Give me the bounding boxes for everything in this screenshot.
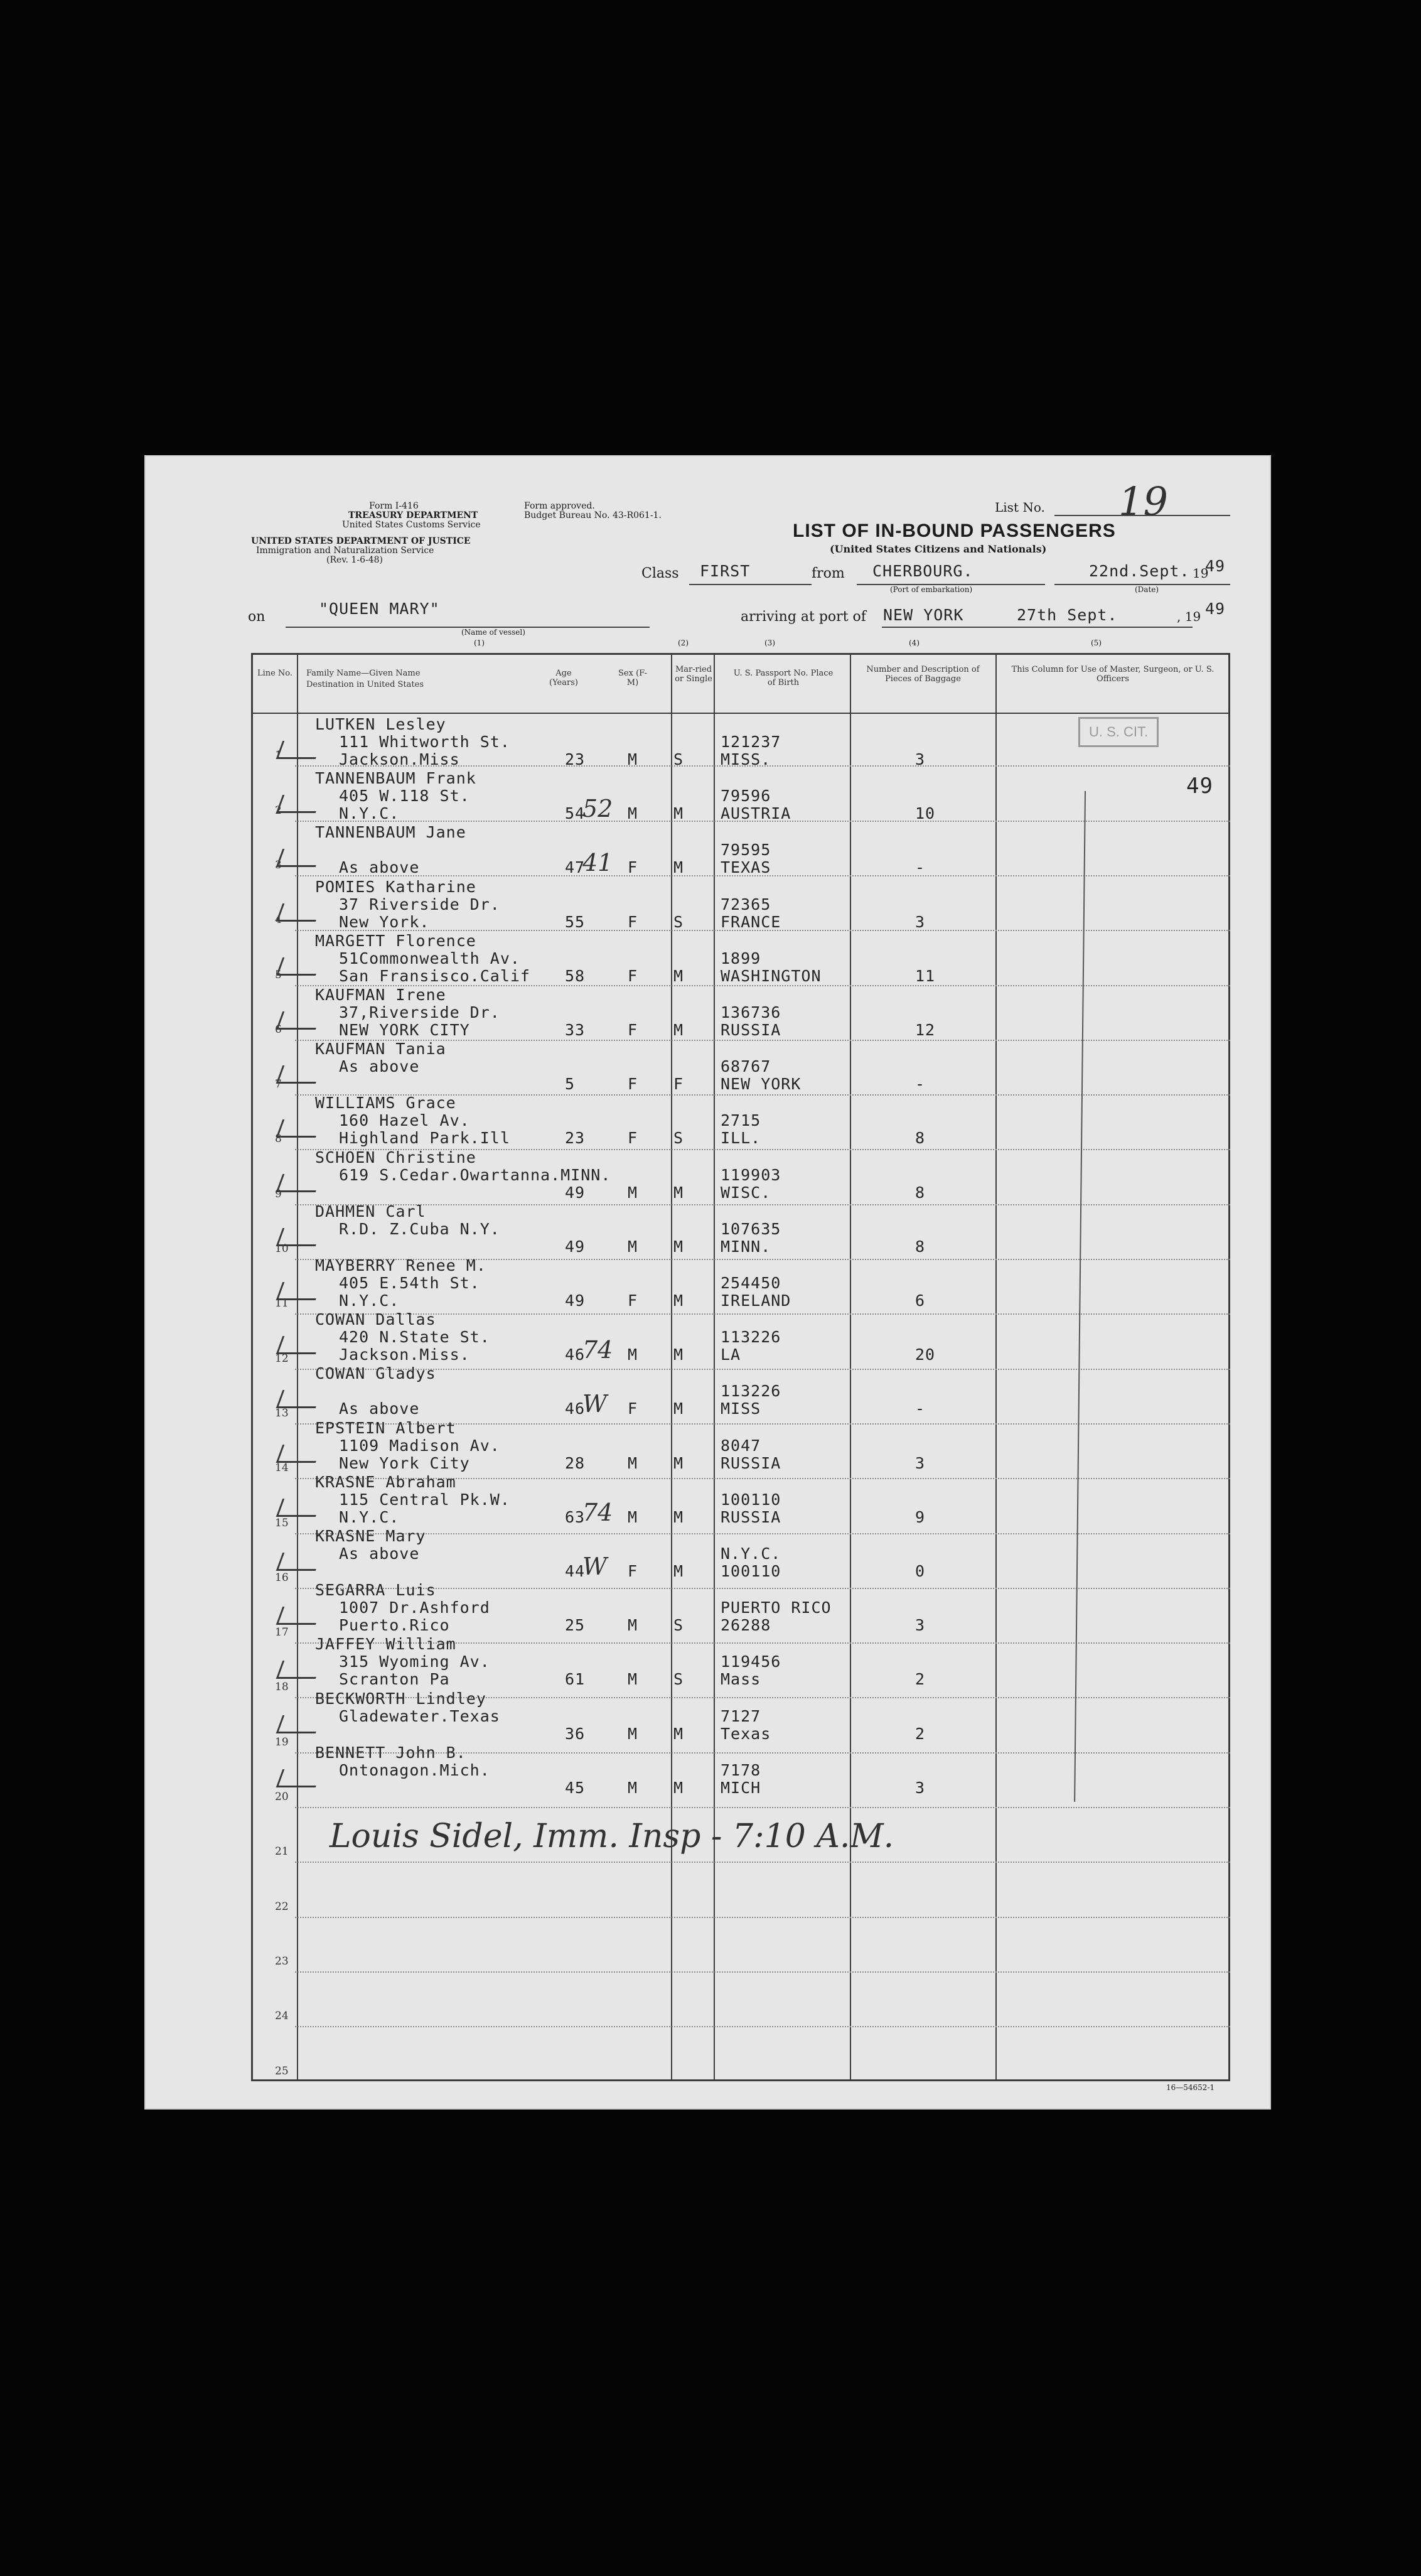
row-divider	[295, 1917, 1230, 1918]
passenger-sex: F	[628, 966, 638, 985]
line-number: 19	[275, 1735, 289, 1749]
check-mark-icon	[276, 1282, 323, 1300]
us-citizen-stamp: U. S. CIT.	[1078, 717, 1159, 747]
row-divider	[295, 1971, 1230, 1973]
date-caption: (Date)	[1135, 585, 1159, 594]
arrival-date: 27th Sept.	[1017, 606, 1118, 624]
passenger-name: BENNETT John B.	[315, 1743, 466, 1762]
passenger-age: 54	[565, 804, 586, 823]
baggage-count: 3	[915, 1616, 926, 1635]
baggage-count: 20	[915, 1345, 936, 1364]
passenger-address-2: New York.	[339, 912, 430, 931]
passenger-address: 405 W.118 St.	[339, 787, 470, 806]
check-mark-icon	[276, 1661, 323, 1679]
marital-status: M	[673, 1724, 684, 1743]
passenger-name: SEGARRA Luis	[315, 1581, 436, 1600]
passenger-address: 111 Whitworth St.	[339, 733, 510, 751]
passport-number: 1899	[721, 949, 761, 967]
place-of-birth: MINN.	[721, 1237, 771, 1256]
marital-status: S	[673, 1670, 684, 1689]
age-correction: 74	[582, 1336, 613, 1364]
marital-status: S	[673, 1129, 684, 1148]
passenger-sex: M	[628, 1345, 638, 1364]
check-mark-icon	[276, 1174, 323, 1192]
line-number: 12	[275, 1352, 289, 1365]
passenger-address: 1109 Madison Av.	[339, 1436, 500, 1455]
passenger-address-2: N.Y.C.	[339, 1291, 400, 1310]
check-mark-icon	[276, 1336, 323, 1354]
header-baggage: Number and Description of Pieces of Baggage	[866, 665, 980, 684]
row-divider	[295, 1533, 1230, 1534]
row-divider	[295, 1204, 1230, 1205]
place-of-birth: LA	[721, 1345, 741, 1364]
line-number: 16	[275, 1571, 289, 1584]
place-of-birth: WASHINGTON	[721, 966, 822, 985]
passport-number: 100110	[721, 1490, 781, 1509]
marital-status: M	[673, 1291, 684, 1310]
passenger-name: COWAN Dallas	[315, 1310, 436, 1329]
class-value: FIRST	[700, 562, 751, 580]
line-number: 6	[275, 1023, 282, 1036]
passenger-age: 45	[565, 1778, 586, 1797]
passenger-age: 46	[565, 1345, 586, 1364]
passport-number: 79595	[721, 841, 771, 860]
passenger-age: 61	[565, 1670, 586, 1689]
passenger-address-2: N.Y.C.	[339, 1507, 400, 1526]
marital-status: M	[673, 1021, 684, 1039]
passport-number: 68767	[721, 1057, 771, 1076]
arriving-label: arriving at port of	[741, 609, 866, 625]
check-mark-icon	[276, 1011, 323, 1030]
place-of-birth: RUSSIA	[721, 1021, 781, 1039]
marital-status: M	[673, 1507, 684, 1526]
form-title: LIST OF IN-BOUND PASSENGERS	[793, 520, 1116, 541]
passenger-age: 36	[565, 1724, 586, 1743]
immigration-service: Immigration and Naturalization Service	[256, 546, 434, 556]
arrival-port: NEW YORK	[883, 606, 964, 624]
class-label: Class	[641, 566, 679, 581]
passport-number: 107635	[721, 1219, 781, 1238]
passenger-address: 115 Central Pk.W.	[339, 1490, 510, 1509]
passenger-address: 315 Wyoming Av.	[339, 1652, 490, 1671]
passenger-address-2: As above	[339, 858, 420, 877]
on-label: on	[248, 609, 265, 625]
passport-number: 119456	[721, 1652, 781, 1671]
header-age: Age (Years)	[549, 669, 578, 687]
embarkation-year-prefix: 19	[1193, 566, 1209, 581]
line-number: 20	[275, 1791, 289, 1803]
header-family-name: Family Name—Given Name	[306, 669, 421, 678]
passport-number: 121237	[721, 733, 781, 751]
place-of-birth: RUSSIA	[721, 1453, 781, 1472]
check-mark-icon	[276, 1499, 323, 1517]
passenger-age: 23	[565, 750, 586, 768]
passenger-sex: F	[628, 912, 638, 931]
col-num-3: (3)	[764, 639, 775, 647]
place-of-birth: Mass	[721, 1670, 761, 1689]
baggage-count: 0	[915, 1562, 926, 1580]
check-mark-icon	[276, 1769, 323, 1787]
baggage-count: 8	[915, 1183, 926, 1202]
arrival-year-prefix: , 19	[1177, 609, 1201, 624]
check-mark-icon	[276, 1445, 323, 1463]
marital-status: M	[673, 1345, 684, 1364]
marital-status: M	[673, 1453, 684, 1472]
header-line-no: Line No.	[257, 669, 293, 678]
place-of-birth: RUSSIA	[721, 1507, 781, 1526]
passenger-age: 49	[565, 1291, 586, 1310]
passenger-sex: F	[628, 1021, 638, 1039]
check-mark-icon	[276, 1119, 323, 1138]
vessel-caption: (Name of vessel)	[461, 628, 525, 637]
passenger-name: EPSTEIN Albert	[315, 1418, 456, 1437]
passenger-sex: M	[628, 1453, 638, 1472]
passenger-age: 33	[565, 1021, 586, 1039]
from-label: from	[812, 566, 845, 581]
check-mark-icon	[276, 849, 323, 867]
age-correction: 41	[582, 849, 613, 877]
marital-status: S	[673, 750, 684, 768]
passenger-sex: F	[628, 1075, 638, 1094]
row-divider	[295, 1807, 1230, 1808]
passenger-age: 5	[565, 1075, 576, 1094]
row-divider	[295, 2026, 1230, 2027]
passenger-name: COWAN Gladys	[315, 1364, 436, 1383]
line-number: 7	[275, 1078, 282, 1091]
passport-number: 8047	[721, 1436, 761, 1455]
line-number: 9	[275, 1187, 282, 1200]
passenger-address: R.D. Z.Cuba N.Y.	[339, 1219, 500, 1238]
place-of-birth: NEW YORK	[721, 1075, 802, 1094]
marital-status: M	[673, 1183, 684, 1202]
list-number: 19	[1118, 478, 1168, 524]
line-number: 18	[275, 1681, 289, 1694]
list-no-label: List No.	[995, 500, 1045, 515]
col-num-2: (2)	[678, 639, 689, 647]
passenger-address-2: Highland Park.Ill	[339, 1129, 510, 1148]
passenger-age: 58	[565, 966, 586, 985]
passenger-address-2: As above	[339, 1399, 420, 1418]
baggage-count: 8	[915, 1129, 926, 1148]
check-mark-icon	[276, 1390, 323, 1408]
check-mark-icon	[276, 1228, 323, 1246]
line-number: 1	[275, 749, 282, 762]
passenger-name: TANNENBAUM Frank	[315, 769, 476, 788]
passenger-address-2: San Fransisco.Calif	[339, 966, 530, 985]
place-of-birth: MISS.	[721, 750, 771, 768]
baggage-count: 6	[915, 1291, 926, 1310]
passport-number: 72365	[721, 895, 771, 913]
passenger-name: BECKWORTH Lindley	[315, 1689, 486, 1708]
passenger-address: 37 Riverside Dr.	[339, 895, 500, 913]
passenger-age: 63	[565, 1507, 586, 1526]
check-mark-icon	[276, 1607, 323, 1625]
passenger-sex: M	[628, 1507, 638, 1526]
passenger-address-2: NEW YORK CITY	[339, 1021, 470, 1039]
passenger-name: LUTKEN Lesley	[315, 715, 446, 733]
inspector-signature: Louis Sidel, Imm. Insp - 7:10 A.M.	[330, 1818, 894, 1855]
passenger-age: 47	[565, 858, 586, 877]
baggage-count: 2	[915, 1670, 926, 1689]
place-of-birth: MISS	[721, 1399, 761, 1418]
passenger-age: 23	[565, 1129, 586, 1148]
line-number: 4	[275, 913, 282, 927]
place-of-birth: AUSTRIA	[721, 804, 791, 823]
revision-date: (Rev. 1-6-48)	[326, 555, 383, 565]
passenger-sex: M	[628, 1183, 638, 1202]
passenger-sex: F	[628, 1129, 638, 1148]
customs-service: United States Customs Service	[342, 520, 481, 530]
baggage-count: 9	[915, 1507, 926, 1526]
passenger-address: 405 E.54th St.	[339, 1274, 480, 1292]
marital-status: M	[673, 804, 684, 823]
header-destination: Destination in United States	[306, 680, 424, 689]
passport-number: N.Y.C.	[721, 1544, 781, 1563]
line-number: 8	[275, 1133, 282, 1146]
row-divider	[295, 1862, 1230, 1863]
port-caption: (Port of embarkation)	[890, 585, 973, 594]
line-number: 22	[275, 1900, 289, 1913]
passport-number: 113226	[721, 1382, 781, 1401]
marital-status: M	[673, 1562, 684, 1580]
passenger-name: JAFFEY William	[315, 1635, 456, 1654]
marital-status: M	[673, 1237, 684, 1256]
passenger-name: POMIES Katharine	[315, 877, 476, 896]
passenger-address: As above	[339, 1057, 420, 1076]
passenger-name: SCHOEN Christine	[315, 1148, 476, 1167]
check-mark-icon	[276, 1715, 323, 1733]
passenger-address: 1007 Dr.Ashford	[339, 1598, 490, 1617]
col-num-1: (1)	[474, 639, 485, 647]
passenger-name: MARGETT Florence	[315, 931, 476, 950]
form-subtitle: (United States Citizens and Nationals)	[830, 543, 1047, 555]
passenger-age: 49	[565, 1183, 586, 1202]
col-num-4: (4)	[909, 639, 920, 647]
passport-number: 119903	[721, 1165, 781, 1184]
line-number: 17	[275, 1626, 289, 1639]
header-officers: This Column for Use of Master, Surgeon, or U. S. Officers	[1011, 665, 1215, 684]
footer-code: 16—54652-1	[1166, 2083, 1215, 2092]
passenger-sex: M	[628, 1237, 638, 1256]
budget-bureau: Budget Bureau No. 43-R061-1.	[524, 510, 662, 520]
age-correction: W	[582, 1390, 608, 1418]
passenger-address-2: Scranton Pa	[339, 1670, 450, 1689]
passenger-age: 46	[565, 1399, 586, 1418]
baggage-count: 3	[915, 1778, 926, 1797]
passenger-age: 49	[565, 1237, 586, 1256]
line-number: 25	[275, 2064, 289, 2078]
passenger-name: KRASNE Mary	[315, 1527, 426, 1545]
passenger-address: 420 N.State St.	[339, 1328, 490, 1347]
passport-number: PUERTO RICO	[721, 1598, 832, 1617]
header-passport: U. S. Passport No. Place of Birth	[733, 669, 834, 687]
place-of-birth: FRANCE	[721, 912, 781, 931]
place-of-birth: IRELAND	[721, 1291, 791, 1310]
line-number: 10	[275, 1242, 289, 1255]
passenger-sex: F	[628, 1562, 638, 1580]
check-mark-icon	[276, 957, 323, 976]
passport-number: 2715	[721, 1111, 761, 1130]
marital-status: M	[673, 966, 684, 985]
place-of-birth: 26288	[721, 1616, 771, 1635]
passenger-age: 28	[565, 1453, 586, 1472]
justice-dept: UNITED STATES DEPARTMENT OF JUSTICE	[251, 536, 471, 546]
check-mark-icon	[276, 1553, 323, 1571]
passenger-sex: F	[628, 858, 638, 877]
passenger-sex: F	[628, 1291, 638, 1310]
marital-status: F	[673, 1075, 684, 1094]
passenger-address-2: Jackson.Miss	[339, 750, 460, 768]
place-of-birth: ILL.	[721, 1129, 761, 1148]
passenger-name: DAHMEN Carl	[315, 1202, 426, 1221]
officer-mark: 49	[1186, 773, 1213, 799]
marital-status: M	[673, 858, 684, 877]
vessel-name: "QUEEN MARY"	[319, 600, 440, 618]
passport-number: 136736	[721, 1003, 781, 1021]
passenger-name: MAYBERRY Renee M.	[315, 1256, 486, 1275]
line-number: 3	[275, 858, 282, 871]
check-mark-icon	[276, 741, 323, 759]
line-number: 2	[275, 804, 282, 817]
marital-status: S	[673, 912, 684, 931]
passenger-name: WILLIAMS Grace	[315, 1094, 456, 1113]
col-num-5: (5)	[1091, 639, 1102, 647]
passenger-sex: M	[628, 804, 638, 823]
line-number: 14	[275, 1462, 289, 1475]
passenger-name: KAUFMAN Tania	[315, 1040, 446, 1059]
line-number: 13	[275, 1406, 289, 1420]
marital-status: S	[673, 1616, 684, 1635]
passport-number: 7127	[721, 1706, 761, 1725]
form-number: Form I-416	[369, 501, 419, 511]
baggage-count: 3	[915, 912, 926, 931]
passport-number: 7178	[721, 1760, 761, 1779]
baggage-count: 8	[915, 1237, 926, 1256]
passenger-address-2: N.Y.C.	[339, 804, 400, 823]
passport-number: 254450	[721, 1274, 781, 1292]
line-number: 11	[275, 1297, 289, 1310]
form-approved: Form approved.	[524, 501, 595, 511]
passenger-address: As above	[339, 1544, 420, 1563]
passenger-address-2: New York City	[339, 1453, 470, 1472]
place-of-birth: MICH	[721, 1778, 761, 1797]
baggage-count: 2	[915, 1724, 926, 1743]
baggage-count: 10	[915, 804, 936, 823]
passenger-name: TANNENBAUM Jane	[315, 823, 466, 842]
line-number: 24	[275, 2010, 289, 2023]
line-number: 23	[275, 1954, 289, 1968]
passenger-address: 37,Riverside Dr.	[339, 1003, 500, 1021]
passenger-sex: M	[628, 1778, 638, 1797]
passenger-name: KRASNE Abraham	[315, 1472, 456, 1491]
baggage-count: -	[915, 1075, 926, 1094]
check-mark-icon	[276, 903, 323, 922]
baggage-count: 12	[915, 1021, 936, 1039]
baggage-count: -	[915, 858, 926, 877]
baggage-count: 3	[915, 1453, 926, 1472]
marital-status: M	[673, 1778, 684, 1797]
age-correction: 74	[582, 1498, 613, 1526]
passenger-age: 44	[565, 1562, 586, 1580]
header-married: Mar-ried or Single	[675, 665, 712, 684]
passenger-address-2: Puerto.Rico	[339, 1616, 450, 1635]
passport-number: 113226	[721, 1328, 781, 1347]
arrival-year: 49	[1205, 600, 1226, 618]
line-number: 21	[275, 1845, 289, 1858]
passenger-address: 160 Hazel Av.	[339, 1111, 470, 1130]
passport-number: 79596	[721, 787, 771, 806]
place-of-birth: TEXAS	[721, 858, 771, 877]
passenger-sex: M	[628, 1724, 638, 1743]
treasury-dept: TREASURY DEPARTMENT	[348, 510, 478, 520]
place-of-birth: 100110	[721, 1562, 781, 1580]
line-number: 5	[275, 968, 282, 981]
age-correction: W	[582, 1553, 608, 1580]
passenger-address-2: Jackson.Miss.	[339, 1345, 470, 1364]
passenger-name: KAUFMAN Irene	[315, 986, 446, 1004]
baggage-count: 11	[915, 966, 936, 985]
passenger-address: 51Commonwealth Av.	[339, 949, 520, 967]
age-correction: 52	[582, 795, 613, 823]
passenger-sex: M	[628, 1670, 638, 1689]
passenger-sex: F	[628, 1399, 638, 1418]
place-of-birth: Texas	[721, 1724, 771, 1743]
passenger-sex: M	[628, 750, 638, 768]
passenger-address: Gladewater.Texas	[339, 1706, 500, 1725]
passenger-address: Ontonagon.Mich.	[339, 1760, 490, 1779]
embarkation-year: 49	[1205, 557, 1226, 575]
place-of-birth: WISC.	[721, 1183, 771, 1202]
header-sex: Sex (F-M)	[618, 669, 647, 687]
embarkation-date: 22nd.Sept.	[1089, 562, 1190, 580]
check-mark-icon	[276, 1065, 323, 1084]
check-mark-icon	[276, 795, 323, 813]
passenger-age: 55	[565, 912, 586, 931]
passenger-age: 25	[565, 1616, 586, 1635]
baggage-count: -	[915, 1399, 926, 1418]
passenger-address: 619 S.Cedar.Owartanna.MINN.	[339, 1165, 611, 1184]
passenger-sex: M	[628, 1616, 638, 1635]
baggage-count: 3	[915, 750, 926, 768]
marital-status: M	[673, 1399, 684, 1418]
embarkation-port: CHERBOURG.	[872, 562, 973, 580]
line-number: 15	[275, 1516, 289, 1529]
